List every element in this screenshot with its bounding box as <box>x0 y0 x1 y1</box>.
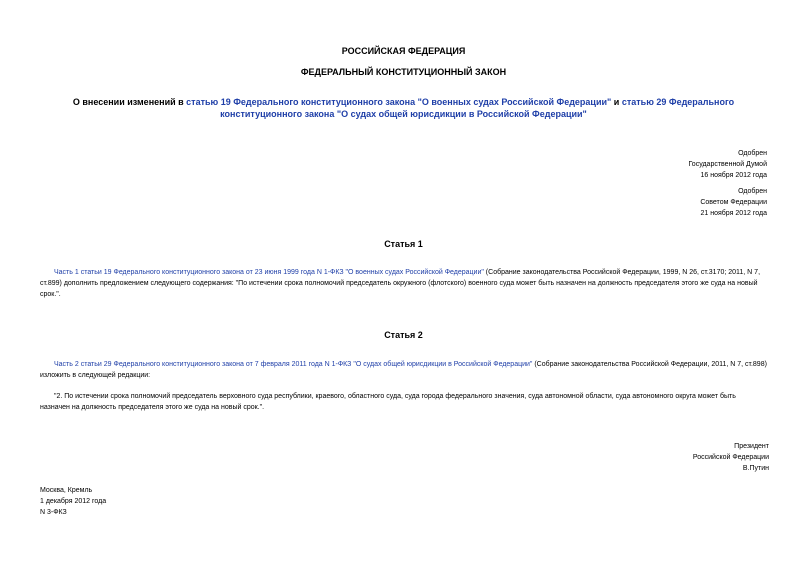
article-1-body: (Собрание законодательства Российской Федерации, 1999, N 26, ст.3170; 2011, N 7, ст.899) дополнить предложением следующего содержания: "По истечении срока полномочий председатель окружного (флотского) военного суда может быть назначен на должность председателя этого же суда на новый срок.". <box>40 269 761 298</box>
title-link-article-19[interactable]: статью 19 Федерального конституционного закона "О военных судах Российской Федерации" <box>186 97 612 107</box>
approval-date: 16 ноября 2012 года <box>700 172 767 179</box>
article-1-link[interactable]: Часть 1 статьи 19 Федерального конституционного закона от 23 июня 1999 года N 1-ФКЗ "О военных судах Российской Федерации" <box>54 269 484 276</box>
title-middle: и <box>611 97 622 107</box>
footer-number: N 3-ФКЗ <box>40 509 67 516</box>
article-1-text <box>40 267 767 300</box>
article-2-text <box>40 359 767 381</box>
approval-federation-council <box>507 186 767 219</box>
title-link-article-29[interactable]: статью 29 Федерального конституционного закона "О судах общей юрисдикции в Российской Федерации" <box>220 97 735 119</box>
law-title <box>60 96 747 120</box>
approval-date: 21 ноября 2012 года <box>700 210 767 217</box>
article-2-link[interactable]: Часть 2 статьи 29 Федерального конституционного закона от 7 февраля 2011 года N 1-ФКЗ "О судах общей юрисдикции в Российской Федерации" <box>54 361 533 368</box>
article-2-quote: "2. По истечении срока полномочий председатель верховного суда республики, краевого, областного суда, суда города федерального значения, суда автономной области, суда автономного округа может быть назначен на должность председателя этого же суда на новый срок.". <box>40 393 736 411</box>
approval-label: Одобрен <box>738 150 767 157</box>
country-heading: РОССИЙСКАЯ ФЕДЕРАЦИЯ <box>341 46 466 56</box>
footer-place: Москва, Кремль <box>40 487 93 494</box>
footer-block <box>40 485 240 518</box>
approval-body: Советом Федерации <box>700 199 767 206</box>
article-2-heading: Статья 2 <box>384 330 423 340</box>
footer-date: 1 декабря 2012 года <box>40 498 107 505</box>
approval-label: Одобрен <box>738 188 767 195</box>
article-2-body: (Собрание законодательства Российской Федерации, 2011, N 7, ст.898) изложить в следующей редакции: <box>40 361 767 379</box>
article-1-heading: Статья 1 <box>384 239 423 249</box>
signature-block <box>569 441 769 474</box>
approval-body: Государственной Думой <box>688 161 767 168</box>
title-prefix: О внесении изменений в <box>72 97 187 107</box>
approval-duma <box>507 148 767 181</box>
law-type-heading: ФЕДЕРАЛЬНЫЙ КОНСТИТУЦИОННЫЙ ЗАКОН <box>300 67 507 77</box>
signature-name: В.Путин <box>742 465 769 472</box>
signature-country: Российской Федерации <box>692 454 769 461</box>
signature-title: Президент <box>734 443 769 450</box>
